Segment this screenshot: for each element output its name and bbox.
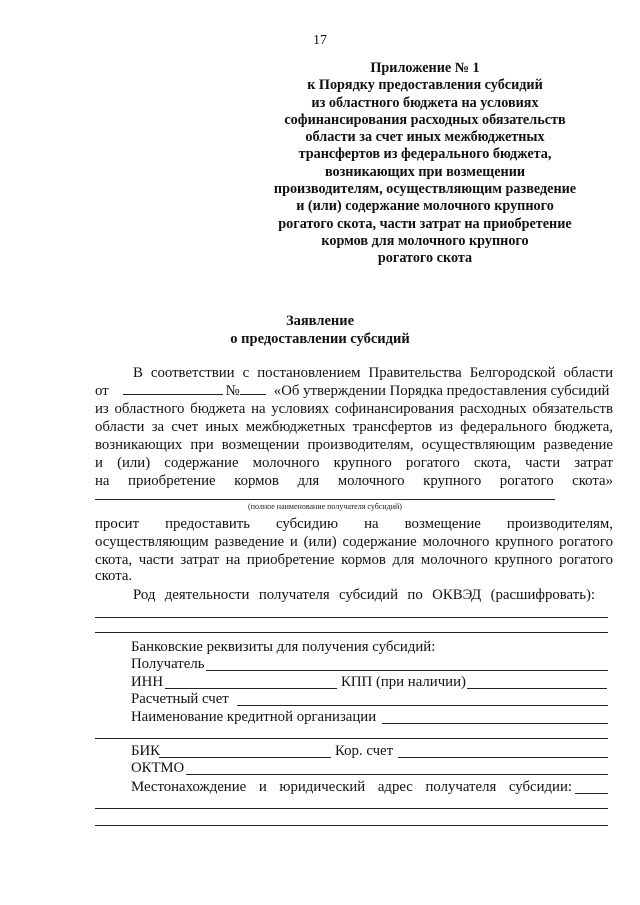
okved-label: Род деятельности получателя субсидий по ОКВЭД (расшифровать): xyxy=(133,587,595,603)
date-blank-field[interactable] xyxy=(123,381,223,395)
recipient-field[interactable] xyxy=(206,670,608,671)
okved-field-line[interactable] xyxy=(95,632,608,633)
oktmo-label: ОКТМО xyxy=(131,760,185,776)
recipient-name-caption: (полное наименование получателя субсидий) xyxy=(248,502,402,511)
appendix-line: производителям, осуществляющим разведение xyxy=(273,181,577,198)
appendix-line: софинансирования расходных обязательств xyxy=(284,111,566,128)
credit-org-field-line[interactable] xyxy=(95,738,608,739)
recipient-name-field[interactable] xyxy=(95,499,555,500)
address-field[interactable] xyxy=(575,793,608,794)
decree-reference-line xyxy=(95,381,613,401)
number-blank-field[interactable] xyxy=(240,381,266,395)
kpp-field[interactable] xyxy=(467,688,607,689)
appendix-line: и (или) содержание молочного крупного xyxy=(296,198,554,215)
credit-org-label: Наименование кредитной организации xyxy=(131,709,377,725)
inn-label: ИНН xyxy=(131,674,164,690)
account-field[interactable] xyxy=(237,705,608,706)
paragraph-line: возникающих при возмещении производителям, осуществляющим разведение xyxy=(95,437,613,453)
appendix-line: рогатого скота xyxy=(377,250,473,267)
appendix-line: области за счет иных межбюджетных xyxy=(305,129,545,146)
appendix-line: к Порядку предоставления субсидий xyxy=(307,77,543,94)
document-subtitle: о предоставлении субсидий xyxy=(230,331,410,347)
number-label: № xyxy=(225,383,240,399)
paragraph-line: скота, части затрат на приобретение кормов для молочного крупного рогатого xyxy=(95,552,613,568)
bank-details-heading: Банковские реквизиты для получения субсидий: xyxy=(131,639,436,655)
paragraph-line: из областного бюджета на условиях софинансирования расходных обязательств xyxy=(95,401,613,417)
paragraph-line: осуществляющим разведение и (или) содержание молочного крупного рогатого xyxy=(95,534,613,550)
paragraph-line: просит предоставить субсидию на возмещение производителям, xyxy=(95,516,613,532)
appendix-line: кормов для молочного крупного xyxy=(321,232,529,249)
appendix-block xyxy=(270,60,580,268)
appendix-line: рогатого скота, части затрат на приобретение xyxy=(278,215,572,232)
appendix-line: возникающих при возмещении xyxy=(324,163,526,180)
appendix-line: из областного бюджета на условиях xyxy=(311,94,539,111)
appendix-line: Приложение № 1 xyxy=(370,60,480,76)
paragraph-line: и (или) содержание молочного крупного рогатого скота, части затрат xyxy=(95,455,613,471)
paragraph-line: на приобретение кормов для молочного крупного рогатого скота» xyxy=(95,473,613,489)
page-number: 17 xyxy=(313,33,327,48)
okved-field-line[interactable] xyxy=(95,617,608,618)
from-label: от xyxy=(95,383,109,399)
paragraph-line: В соответствии с постановлением Правительства Белгородской области xyxy=(133,365,613,381)
bik-label: БИК xyxy=(131,743,161,759)
paragraph-line: скота. xyxy=(95,568,133,584)
kpp-label: КПП (при наличии) xyxy=(341,674,466,690)
document-title: Заявление xyxy=(285,313,355,329)
decree-title-start: «Об утверждении Порядка предоставления субсидий xyxy=(273,383,610,399)
paragraph-line: области за счет иных межбюджетных трансфертов из федерального бюджета, xyxy=(95,419,613,435)
account-label: Расчетный счет xyxy=(131,691,229,707)
recipient-label: Получатель xyxy=(131,656,205,672)
address-field-line[interactable] xyxy=(95,825,608,826)
credit-org-field[interactable] xyxy=(382,723,608,724)
address-field-line[interactable] xyxy=(95,808,608,809)
address-label: Местонахождение и юридический адрес получателя субсидии: xyxy=(131,779,572,795)
corr-account-field[interactable] xyxy=(398,757,608,758)
corr-account-label: Кор. счет xyxy=(335,743,394,759)
oktmo-field[interactable] xyxy=(186,774,608,775)
appendix-line: трансфертов из федерального бюджета, xyxy=(298,146,552,163)
